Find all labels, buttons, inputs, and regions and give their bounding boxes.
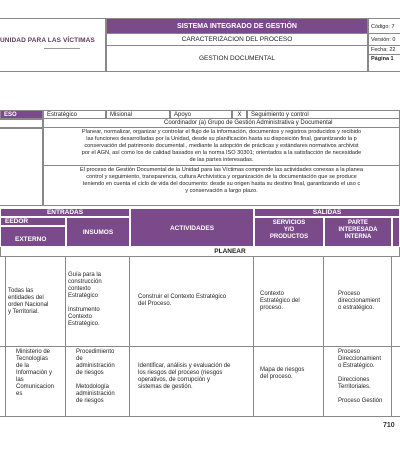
proveedor-line: Tecnologías: [16, 356, 49, 362]
process-title: CARACTERIZACION DEL PROCESO: [106, 34, 368, 46]
parte-line: Direcciones: [338, 377, 370, 383]
insumos-line: administración: [76, 391, 115, 397]
label-cell-objetivo-alcance: [0, 128, 43, 206]
proveedor-line: de la: [16, 363, 30, 369]
insumos-line: de: [76, 356, 83, 362]
insumos-line: Estratégico.: [68, 321, 100, 327]
producto-line: del proceso.: [260, 374, 293, 380]
parte-line: Territoriales.: [338, 384, 371, 390]
objective-line: Planear, normalizar, organizar y controlar el flujo de la información, documentos y registros producidos y recibido: [81, 129, 362, 135]
insumos-line: Instrumento: [68, 307, 100, 313]
last-column-cell: [392, 257, 400, 346]
parte-line: Proceso Gestión: [338, 398, 383, 404]
actividad-cell: [130, 257, 254, 346]
insumos-cell: [66, 347, 130, 416]
producto-line: Mapa de riesgos: [260, 367, 305, 373]
type-estrategico: Estratégico: [43, 110, 106, 119]
proveedor-line: orden Nacional: [8, 302, 49, 308]
unidad-victimas-logo: UNIDAD PARA LAS VÍCTIMAS: [0, 37, 95, 44]
proveedor-line: Todas las: [8, 288, 34, 294]
proveedor-line: y Territorial.: [8, 309, 39, 315]
producto-cell: [254, 257, 324, 346]
producto-line: proceso.: [260, 305, 284, 311]
scope-line: teniendo en cuenta el ciclo de vida del documento: desde su origen hasta su destino final, garantizando el uso c: [82, 181, 361, 187]
salidas-header: SALIDAS: [254, 208, 400, 217]
producto-line: Estratégico del: [260, 298, 300, 304]
process-name: GESTION DOCUMENTAL: [106, 46, 368, 72]
parte-line: Direccionamient: [338, 356, 382, 362]
type-misional: Misional: [106, 110, 170, 119]
scope-text: [43, 166, 400, 206]
externo-header: EXTERNO: [0, 226, 66, 247]
insumos-line: Procedimiento: [76, 349, 115, 355]
objective-line: conservación del patrimonio documental , mediante la adopción de prácticas y estándares normativos archivist: [84, 143, 359, 149]
parte-line: direccionamient: [338, 298, 381, 304]
objective-line: por el AGN, así como los de calidad basados en la norma ISO 30301; orientados a la satisfacción de necesidade: [81, 150, 362, 156]
actividad-line: del Proceso.: [138, 301, 172, 307]
entradas-header: ENTRADAS: [0, 208, 130, 217]
insumos-line: Contexto: [68, 314, 93, 320]
proveedor-line: Comunicacion: [16, 384, 55, 390]
parte-interesada-cell: [324, 347, 392, 416]
proveedor-line: las: [16, 377, 24, 383]
actividad-line: Construir el Contexto Estratégico: [138, 294, 227, 300]
parte-line: Proceso: [338, 291, 361, 297]
producto-line: Contexto: [260, 291, 285, 297]
actividad-line: sistemas de gestión.: [138, 384, 193, 390]
proveedor-line: Ministerio de: [16, 349, 51, 355]
document-header: [0, 18, 400, 72]
fecha-field: Fecha: 22: [368, 46, 400, 55]
parte-spacer: [338, 370, 389, 377]
scope-line: El proceso de Gestión Documental de la Unidad para las Víctimas comprende las actividades conexas a la planea: [80, 167, 363, 173]
productos-header-line: SERVICIOS: [272, 220, 306, 226]
objective-line: las funciones desarrolladas por la Unidad, desde su planificación hasta su disposición final, garantizando la p: [86, 136, 357, 142]
last-column-cell: [392, 347, 400, 416]
parte-header-line: INTERNA: [344, 234, 372, 240]
insumos-spacer: [76, 377, 127, 384]
last-column-header: [392, 217, 400, 247]
proveedor-cell: [6, 257, 66, 346]
producto-cell: [254, 347, 324, 416]
type-apoyo: Apoyo: [170, 110, 232, 119]
scope-line: y conservación a largo plazo.: [185, 188, 258, 194]
phase-label: PLANEAR: [0, 247, 400, 257]
insumos-cell: [66, 257, 130, 346]
insumos-line: Estratégico: [68, 293, 99, 299]
insumos-header: INSUMOS: [66, 217, 130, 247]
actividad-line: Identificar, análisis y evaluación de: [138, 363, 231, 369]
logo-area: [0, 18, 106, 72]
insumos-line: contexto: [68, 286, 91, 292]
proveedor-line: Información y: [16, 370, 53, 376]
proveedor-cell: [6, 347, 66, 416]
actividad-cell: [130, 347, 254, 416]
insumos-line: Metodología: [76, 384, 110, 390]
type-apoyo-mark: X: [232, 110, 247, 119]
objective-line: de las partes interesadas.: [189, 157, 254, 163]
insumos-line: construcción: [68, 279, 102, 285]
objective-text: [43, 128, 400, 166]
productos-header: [254, 217, 324, 247]
proveedor-line: entidades del: [8, 295, 44, 301]
table-row: [0, 257, 400, 347]
pagina-field: Página 1: [368, 55, 400, 72]
actividad-line: los riesgos del proceso (riesgos: [138, 370, 223, 376]
parte-line: o Estratégico.: [338, 363, 375, 369]
parte-interesada-header: [324, 217, 392, 247]
productos-header-line: Y/O: [283, 227, 295, 233]
process-type-row: [0, 110, 400, 119]
logo-divider: [44, 48, 80, 49]
actividades-header: ACTIVIDADES: [130, 208, 254, 247]
insumos-line: administración: [76, 363, 115, 369]
coordinator-row: Coordinador (a) Grupo de Gestión Administrativa y Documental: [43, 119, 400, 128]
parte-interesada-cell: [324, 257, 392, 346]
insumos-line: de riesgos: [76, 398, 104, 404]
proveedor-line: es: [16, 391, 23, 397]
parte-header-line: PARTE: [348, 220, 368, 226]
parte-header-line: INTERESADA: [338, 227, 378, 233]
actividad-line: operativos, de corrupción y: [138, 377, 211, 383]
scope-line: control y seguimiento, transparencia, cultura Archivística y organización de la documentación que se produce: [86, 174, 357, 180]
process-label: ESO: [0, 110, 43, 119]
parte-line: o estratégico.: [338, 305, 375, 311]
codigo-field: Código: 7: [368, 18, 400, 34]
insumos-line: de riesgos: [76, 370, 104, 376]
version-field: Versión: 0: [368, 34, 400, 46]
proveedor-header: EEDOR: [0, 217, 66, 226]
type-seguimiento: Seguimiento y control: [247, 110, 400, 119]
insumos-spacer: [68, 300, 127, 307]
productos-header-line: PRODUCTOS: [269, 234, 309, 240]
insumos-line: Guía para la: [68, 272, 102, 278]
table-row: [0, 347, 400, 417]
page-number: 710: [383, 422, 395, 429]
parte-line: Proceso: [338, 349, 361, 355]
parte-spacer: [338, 391, 389, 398]
system-title: SISTEMA INTEGRADO DE GESTIÓN: [106, 18, 368, 34]
label-cell-responsable: [0, 119, 43, 128]
